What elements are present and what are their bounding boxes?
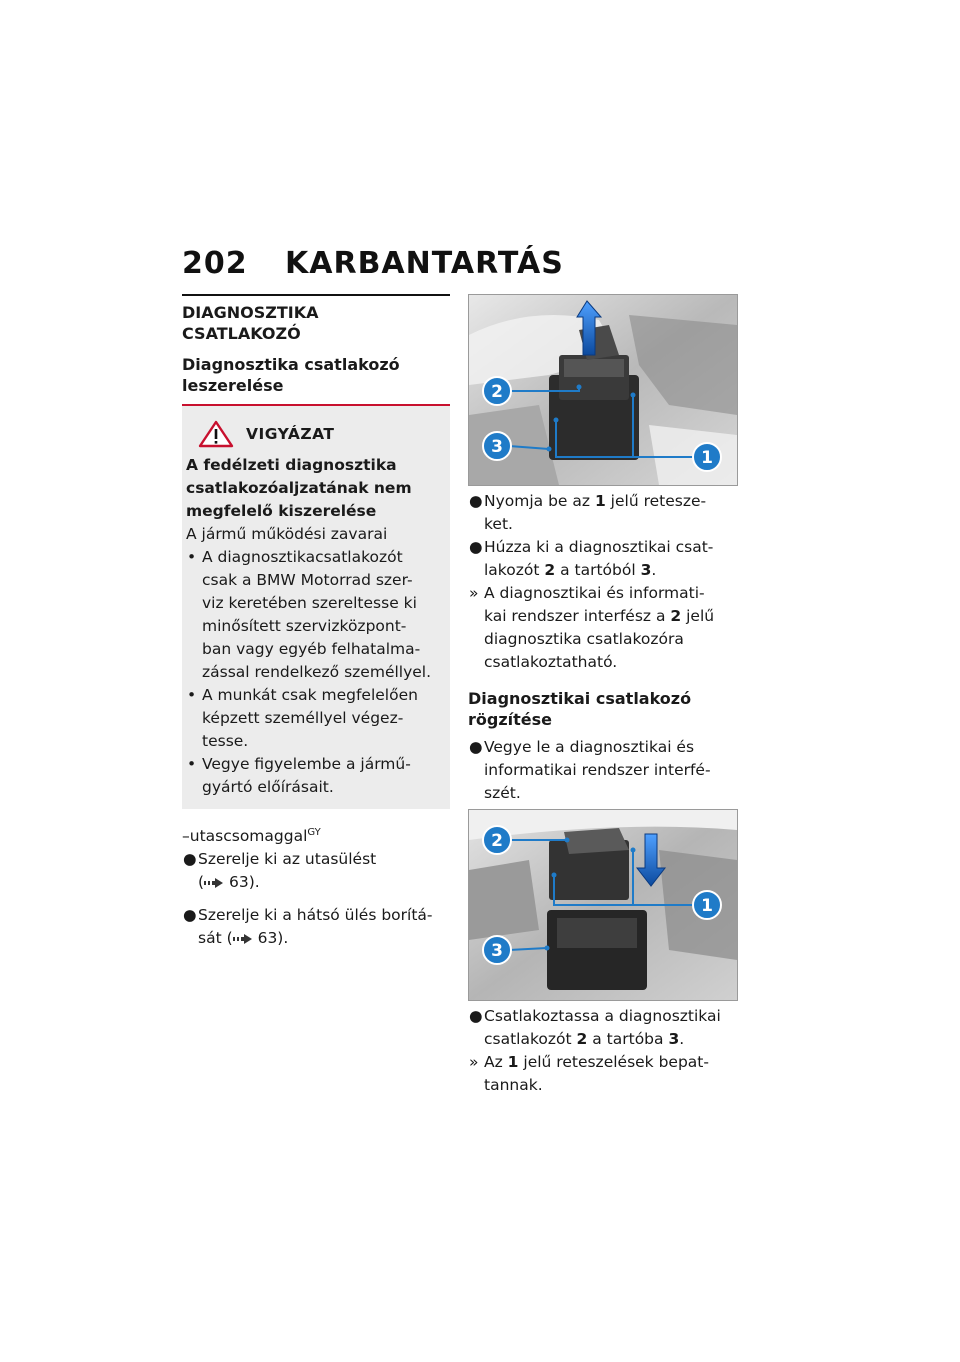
step-item: ● Szerelje ki az utasülést ( 63). — [183, 850, 377, 892]
condition-line: –utascsomaggal$^{GY}$ — [182, 827, 321, 846]
callout-badge — [483, 377, 511, 405]
callout-badge — [483, 936, 511, 964]
svg-text:2: 2 — [491, 831, 503, 851]
figure-connector-fitting — [468, 809, 738, 1001]
callout-badge — [483, 826, 511, 854]
page-header — [182, 246, 762, 286]
left-column — [182, 294, 450, 950]
section-rule — [182, 294, 450, 296]
step-item: ● Szerelje ki a hátsó ülés borítá- sát ( 63). — [183, 906, 433, 948]
result-item: » Az 1 jelű reteszelések bepat- tannak. — [469, 1053, 709, 1094]
page-number: 202 — [182, 246, 248, 281]
callout-badge — [693, 443, 721, 471]
warning-header — [186, 420, 444, 448]
section-title: DIAGNOSZTIKA CSATLAKOZÓ — [182, 303, 319, 343]
warning-hazard: A fedélzeti diagnosztika csatlakozóaljzatának nem megfelelő kiszerelése — [186, 456, 412, 520]
svg-text:1: 1 — [701, 896, 713, 916]
callout-badge — [483, 432, 511, 460]
figure-connector-removal — [468, 294, 738, 486]
figure-2-illustration — [469, 810, 737, 1000]
warning-bullet: • Vegye figyelembe a jármű- gyártó előírásait. — [187, 755, 411, 796]
subsection-title-fix: Diagnosztikai csatlakozó rögzítése — [468, 689, 692, 729]
warning-bullet: • A munkát csak megfelelően képzett személlyel végez- tesse. — [187, 686, 418, 750]
subsection-title: Diagnosztika csatlakozó leszerelése — [182, 355, 400, 395]
svg-text:2: 2 — [491, 382, 503, 402]
figure-1-illustration — [469, 295, 737, 485]
warning-triangle-icon — [198, 420, 234, 448]
warning-consequence: A jármű működési zavarai — [186, 525, 388, 543]
right-column — [468, 294, 738, 1097]
svg-text:3: 3 — [491, 437, 503, 457]
warning-title: VIGYÁZAT — [246, 425, 335, 443]
page-reference-arrow-icon — [233, 933, 253, 945]
step-item: ● Vegye le a diagnosztikai és informatikai rendszer interfé- szét. — [469, 738, 711, 802]
step-item: ● Húzza ki a diagnosztikai csat- lakozót 2 a tartóból 3. — [469, 538, 714, 579]
svg-text:1: 1 — [701, 448, 713, 468]
svg-text:3: 3 — [491, 941, 503, 961]
chapter-title: KARBANTARTÁS — [285, 246, 564, 281]
callout-badge — [693, 891, 721, 919]
result-item: » A diagnosztikai és informati- kai rendszer interfész a 2 jelű diagnosztika csatlakozóra csatlakoztatható. — [469, 584, 715, 671]
warning-box — [182, 406, 450, 809]
page-reference-arrow-icon — [204, 877, 224, 889]
warning-bullet: • A diagnosztikacsatlakozót csak a BMW Motorrad szer- viz keretében szereltesse ki minősített szervizközpont- ban vagy egyéb felhatalma- zással rendelkező személlyel. — [187, 548, 432, 681]
step-item: ● Csatlakoztassa a diagnosztikai csatlakozót 2 a tartóba 3. — [469, 1007, 721, 1048]
step-item: ● Nyomja be az 1 jelű retesze- ket. — [469, 492, 707, 533]
